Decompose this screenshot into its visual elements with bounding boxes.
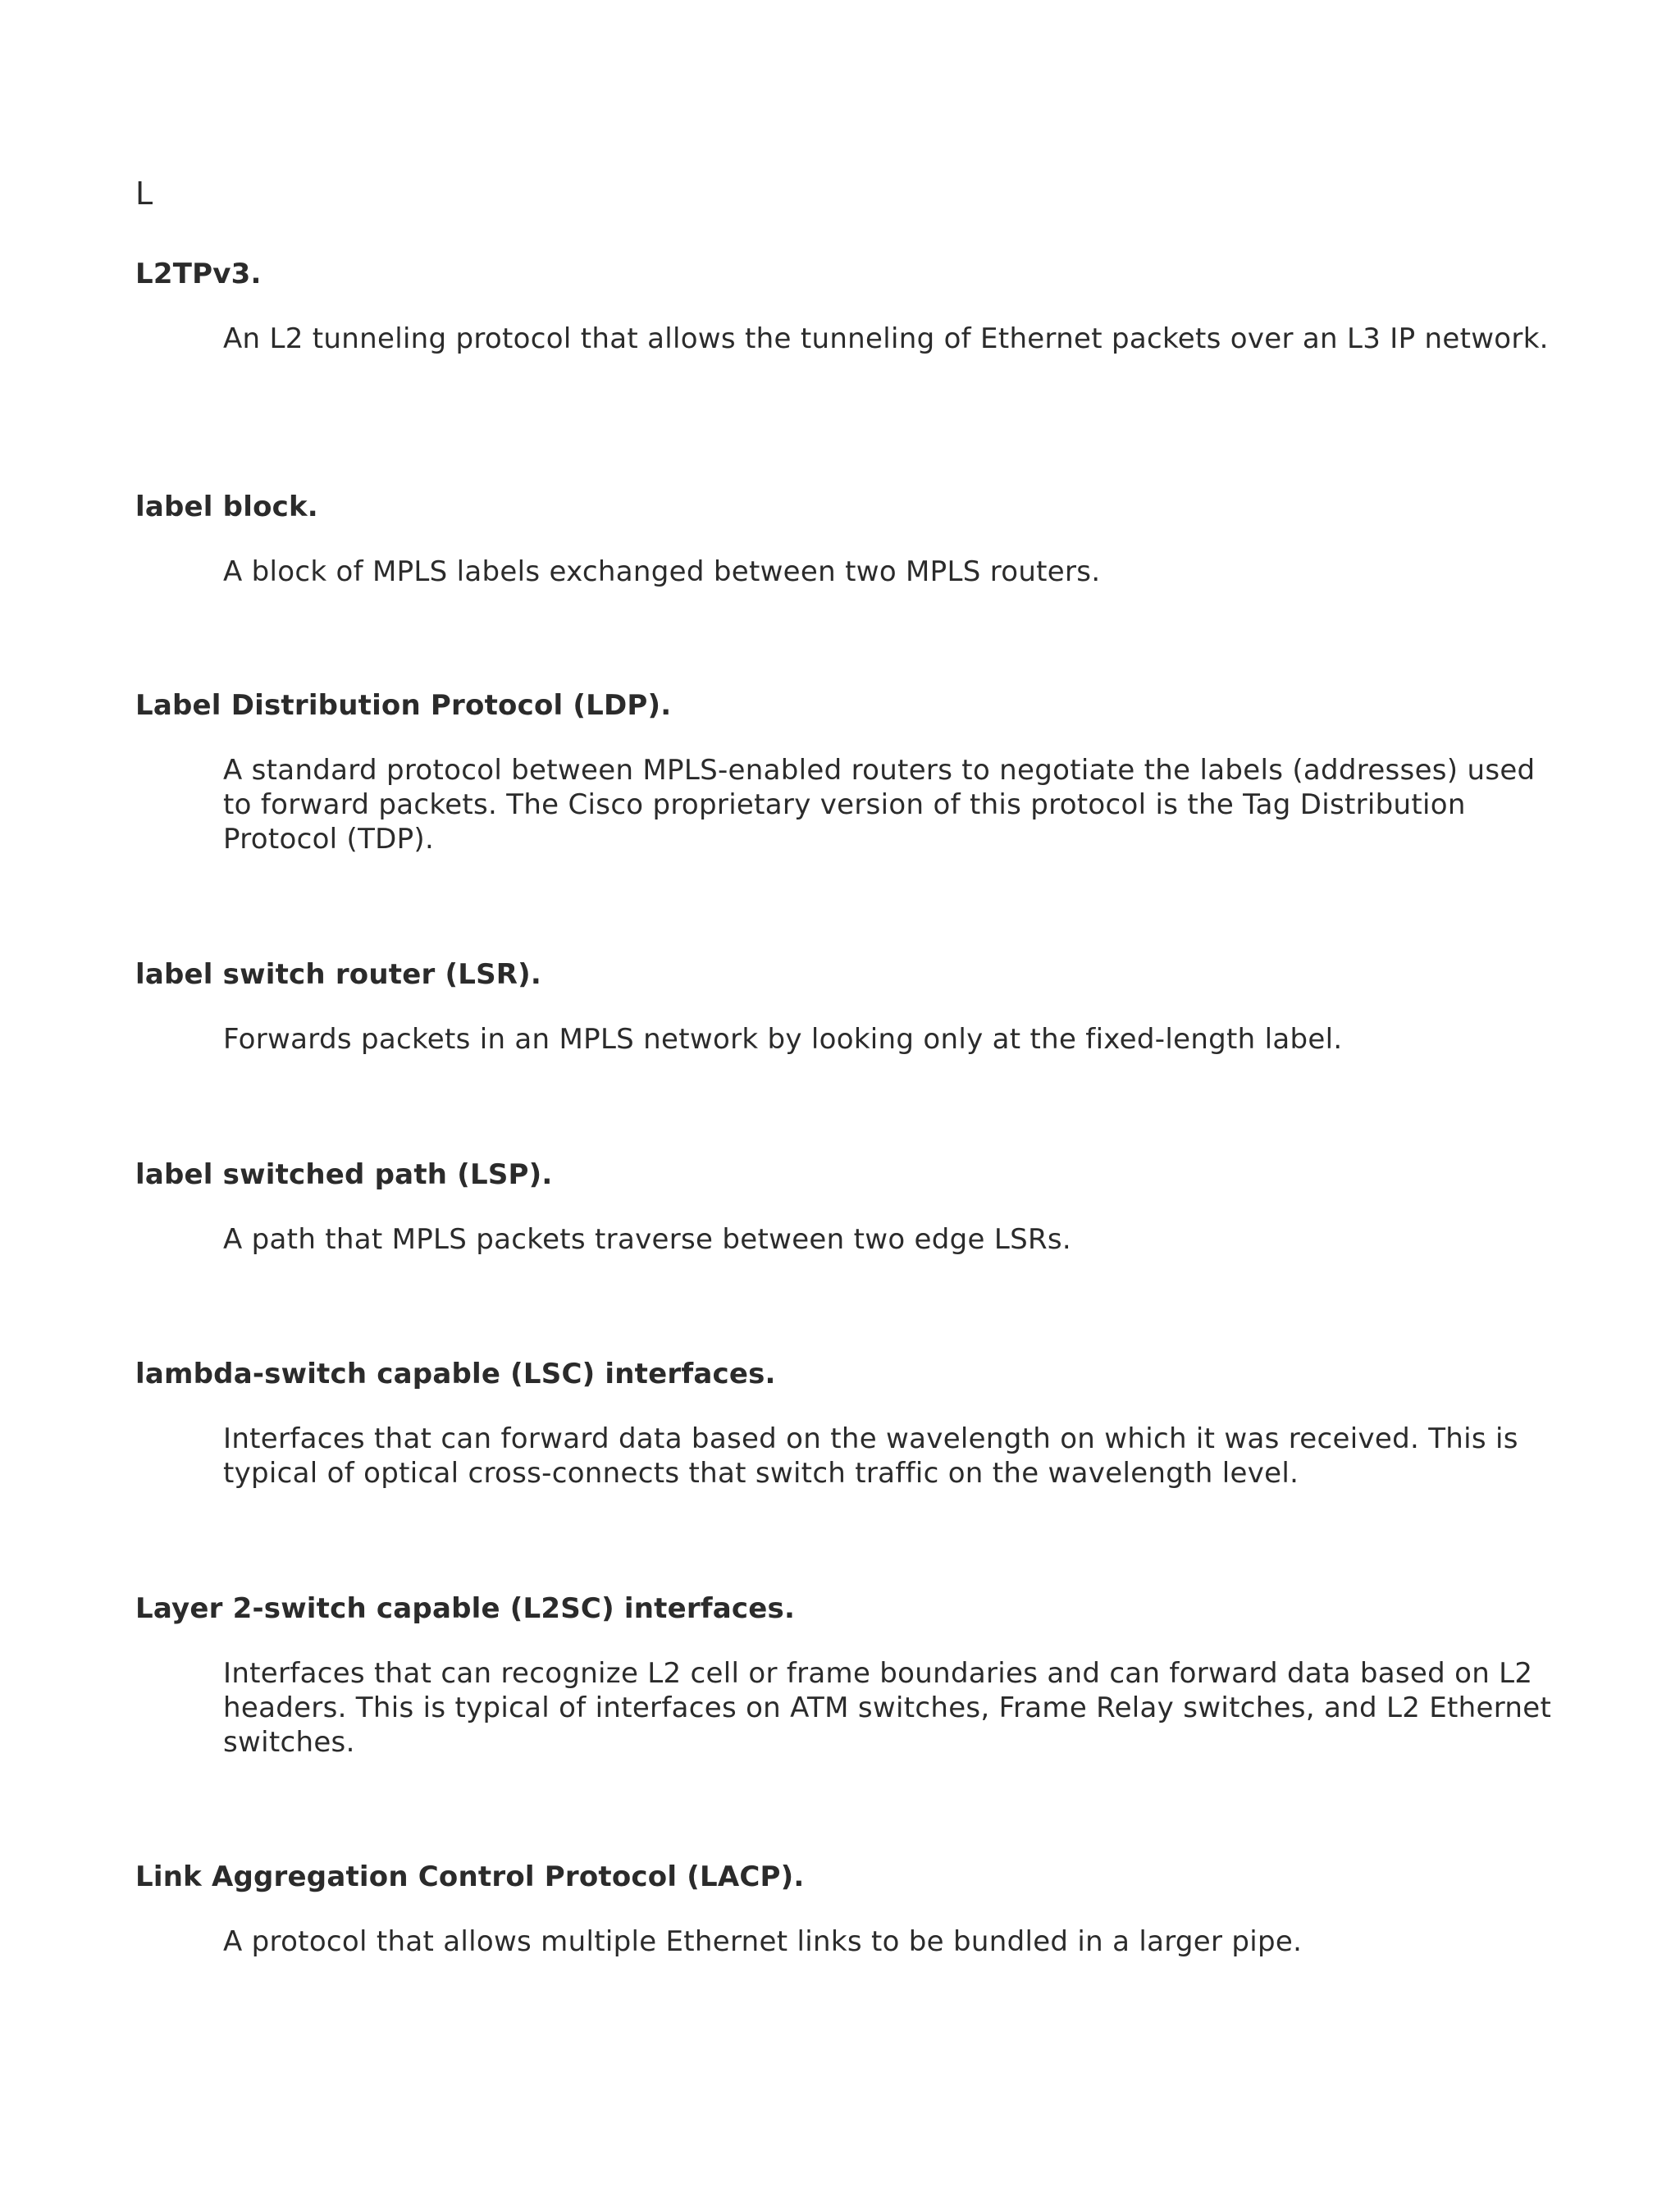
glossary-entry-l2tpv3 <box>135 256 1549 356</box>
glossary-term: label switched path (LSP). <box>135 1158 553 1191</box>
glossary-definition: Interfaces that can forward data based on the wavelength on which it was received. This is typical of optical cross-connects that switch traffic on the wavelength level. <box>223 1422 1518 1490</box>
glossary-term: L2TPv3. <box>135 258 262 290</box>
glossary-entry-ldp <box>135 687 1546 856</box>
glossary-entry-lacp <box>135 1859 1546 1959</box>
glossary-definition: Forwards packets in an MPLS network by looking only at the fixed-length label. <box>223 1023 1343 1056</box>
glossary-entry-lsc-interfaces <box>135 1356 1546 1491</box>
glossary-term: Layer 2-switch capable (L2SC) interfaces. <box>135 1592 796 1625</box>
glossary-entry-l2sc-interfaces <box>135 1591 1552 1760</box>
section-letter-heading: L <box>135 176 153 212</box>
glossary-definition: A path that MPLS packets traverse between two edge LSRs. <box>223 1223 1072 1256</box>
glossary-entry-lsr <box>135 956 1546 1057</box>
glossary-entry-lsp <box>135 1157 1546 1257</box>
glossary-definition: A standard protocol between MPLS-enabled routers to negotiate the labels (addresses) used to forward packets. The Cisco proprietary version of this protocol is the Tag Distribution Protocol (TDP). <box>223 754 1536 856</box>
glossary-definition: A block of MPLS labels exchanged between two MPLS routers. <box>223 555 1101 588</box>
glossary-definition: A protocol that allows multiple Ethernet links to be bundled in a larger pipe. <box>223 1925 1303 1958</box>
glossary-term: lambda-switch capable (LSC) interfaces. <box>135 1358 776 1390</box>
glossary-term: Link Aggregation Control Protocol (LACP). <box>135 1860 805 1893</box>
glossary-term: Label Distribution Protocol (LDP). <box>135 689 672 722</box>
glossary-entry-label-block <box>135 489 1546 589</box>
glossary-term: label block. <box>135 491 318 523</box>
glossary-definition: Interfaces that can recognize L2 cell or frame boundaries and can forward data based on L2 headers. This is typical of interfaces on ATM switches, Frame Relay switches, and L2 Ethernet switches. <box>223 1657 1552 1759</box>
glossary-definition: An L2 tunneling protocol that allows the tunneling of Ethernet packets over an L3 IP network. <box>223 322 1549 355</box>
glossary-term: label switch router (LSR). <box>135 958 542 991</box>
